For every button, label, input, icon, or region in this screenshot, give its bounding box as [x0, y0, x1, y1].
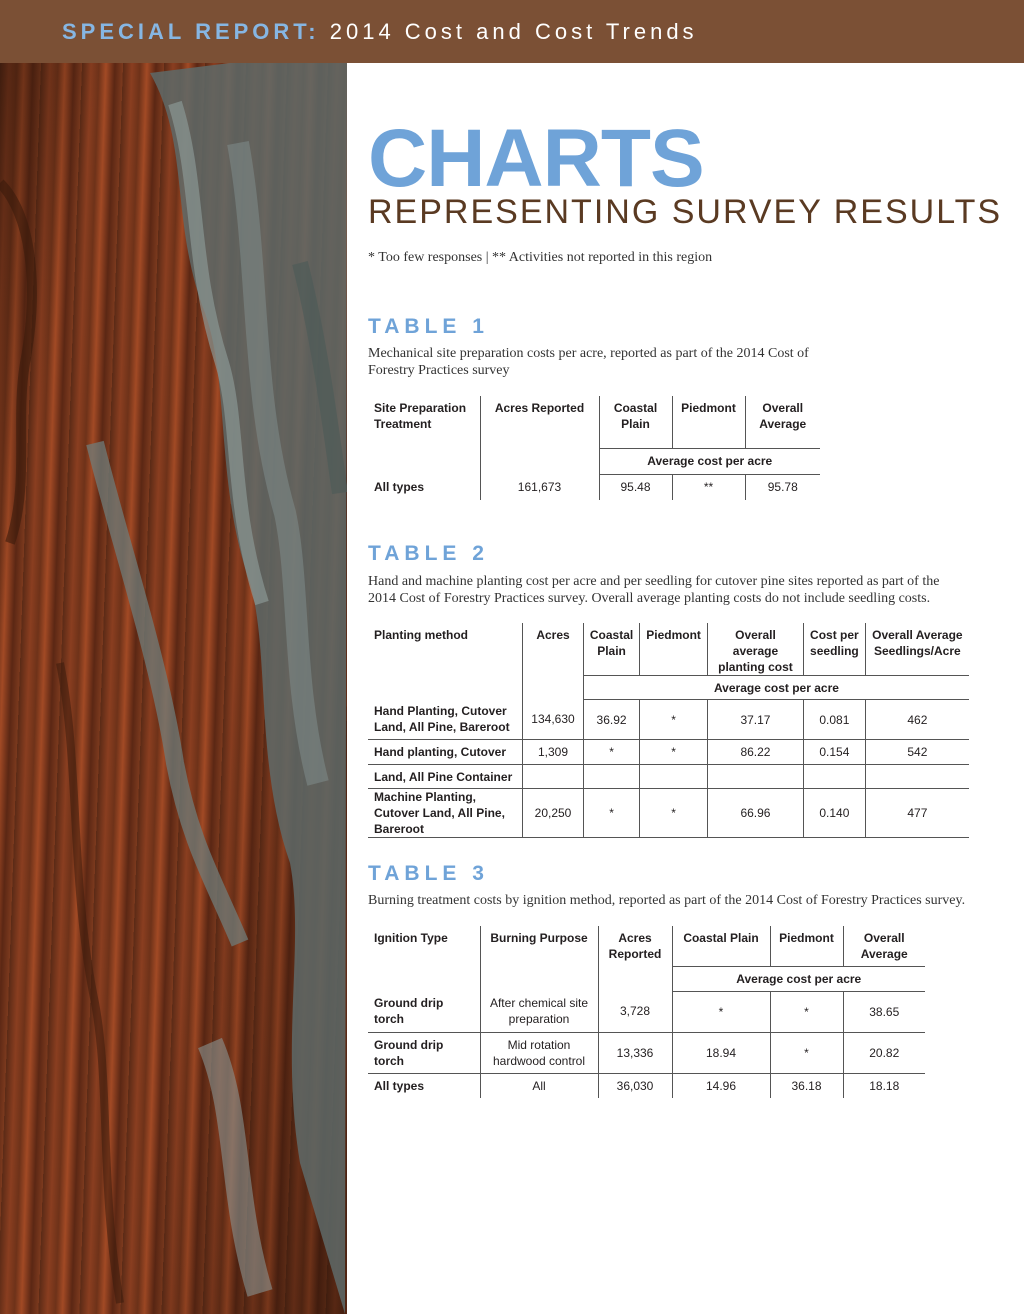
table1-row-label: All types	[374, 480, 425, 494]
table3-cell-purpose: Mid rotation hardwood control	[480, 1032, 598, 1073]
table1-header-piedmont: Piedmont	[672, 396, 745, 448]
table3-header-purpose: Burning Purpose	[480, 926, 598, 991]
table2-caption: Hand and machine planting cost per acre and per seedling for cutover pine sites reported as part of the 2014 Cost of Forestry Practices survey. Overall average planting costs do not include seedling costs.	[368, 574, 940, 606]
table2-cell-per-acre: 477	[865, 789, 969, 838]
table3-cell-overall: 20.82	[843, 1032, 925, 1073]
table2-cell-overall: 37.17	[707, 700, 803, 740]
table1-caption: Mechanical site preparation costs per acre, reported as part of the 2014 Cost of Forestry Practices survey	[368, 346, 809, 378]
table2-header-seedling: Cost per seedling	[804, 623, 866, 676]
report-header-bar	[0, 0, 1024, 63]
table3-header-overall: Overall Average	[843, 926, 925, 966]
table3-cell-coastal: 18.94	[672, 1032, 770, 1073]
table2-cell-piedmont: *	[640, 700, 708, 740]
table3-cell-piedmont: 36.18	[770, 1073, 843, 1098]
table2-cell-acres: 1,309	[523, 740, 584, 765]
table2-cell-per-acre: 542	[865, 740, 969, 765]
table3-header-ignition: Ignition Type	[374, 931, 448, 945]
table3-cell-acres: 36,030	[598, 1073, 672, 1098]
table1-cell-overall: 95.78	[745, 474, 820, 500]
table3-cell-piedmont: *	[770, 1032, 843, 1073]
table3-header-coastal: Coastal Plain	[672, 926, 770, 966]
table2-header-overall: Overall average planting cost	[707, 623, 803, 676]
table2-header-per-acre: Overall Average Seedlings/Acre	[865, 623, 969, 676]
table3-cell-purpose: After chemical site preparation	[480, 991, 598, 1032]
table2-cell-per-acre	[865, 765, 969, 789]
table2-cell-coastal: *	[583, 789, 639, 838]
table1-header-overall: Overall Average	[745, 396, 820, 448]
page-subtitle: REPRESENTING SURVEY RESULTS	[368, 193, 1003, 231]
table2-heading: TABLE 2	[368, 542, 489, 565]
table2-cell-per-acre: 462	[865, 700, 969, 740]
table2-cell-acres: 20,250	[523, 789, 584, 838]
table2-cell-acres	[523, 765, 584, 789]
table-row	[368, 1032, 925, 1073]
table-row	[368, 740, 969, 765]
table1-cell-piedmont: **	[672, 474, 745, 500]
table1-cell-acres: 161,673	[480, 474, 599, 500]
table2-cell-piedmont: *	[640, 789, 708, 838]
table2-cell-seedling: 0.081	[804, 700, 866, 740]
table-row	[368, 700, 969, 740]
table3-caption: Burning treatment costs by ignition method, reported as part of the 2014 Cost of Forestry Practices survey.	[368, 893, 966, 908]
report-label: SPECIAL REPORT:	[62, 19, 320, 44]
table3-header-piedmont: Piedmont	[770, 926, 843, 966]
table2-cell-overall: 86.22	[707, 740, 803, 765]
report-title: 2014 Cost and Cost Trends	[319, 19, 698, 44]
table3-cell-acres: 13,336	[598, 1032, 672, 1073]
table3-row-label: All types	[374, 1078, 425, 1093]
table3	[368, 926, 925, 1098]
table-row	[368, 1073, 925, 1098]
table3-header-acres: Acres Reported	[598, 926, 672, 991]
table2-cell-seedling: 0.154	[804, 740, 866, 765]
table1-subheader: Average cost per acre	[599, 448, 820, 474]
table2-cell-coastal: *	[583, 740, 639, 765]
table2-cell-acres: 134,630	[523, 700, 584, 740]
table-row	[368, 789, 969, 838]
table2-cell-piedmont: *	[640, 740, 708, 765]
table2	[368, 623, 969, 838]
table-row	[368, 474, 820, 500]
table3-row-label: Ground drip torch	[368, 991, 480, 1032]
table1-header-acres: Acres Reported	[480, 396, 599, 474]
table3-cell-acres: 3,728	[598, 991, 672, 1032]
legend-note: * Too few responses | ** Activities not reported in this region	[368, 250, 713, 265]
table1	[368, 396, 820, 500]
table2-cell-coastal	[583, 765, 639, 789]
table2-row-label: Hand Planting, Cutover Land, All Pine, Bareroot	[368, 700, 523, 740]
table2-cell-coastal: 36.92	[583, 700, 639, 740]
tree-bark-photo	[0, 63, 347, 1314]
table2-header-coastal: Coastal Plain	[583, 623, 639, 676]
table3-heading: TABLE 3	[368, 862, 489, 885]
page-title: CHARTS	[368, 113, 704, 204]
table2-row-label: Machine Planting, Cutover Land, All Pine, Bareroot	[368, 789, 523, 838]
table3-cell-coastal: 14.96	[672, 1073, 770, 1098]
table3-cell-overall: 18.18	[843, 1073, 925, 1098]
table3-cell-coastal: *	[672, 991, 770, 1032]
table-row	[368, 765, 969, 789]
table2-row-label: Land, All Pine Container	[368, 765, 523, 789]
table-row	[368, 991, 925, 1032]
table2-cell-seedling: 0.140	[804, 789, 866, 838]
table3-cell-piedmont: *	[770, 991, 843, 1032]
table2-row-label: Hand planting, Cutover	[368, 740, 523, 765]
table1-header-treatment: Site Preparation Treatment	[374, 401, 467, 431]
table2-header-piedmont: Piedmont	[640, 623, 708, 676]
table2-header-method: Planting method	[374, 628, 468, 642]
table1-header-coastal: Coastal Plain	[599, 396, 672, 448]
table3-row-label: Ground drip torch	[368, 1032, 480, 1073]
table1-cell-coastal: 95.48	[599, 474, 672, 500]
table1-heading: TABLE 1	[368, 315, 489, 338]
table2-cell-piedmont	[640, 765, 708, 789]
table2-header-acres: Acres	[523, 623, 584, 700]
table2-cell-seedling	[804, 765, 866, 789]
table2-cell-overall: 66.96	[707, 789, 803, 838]
table3-cell-overall: 38.65	[843, 991, 925, 1032]
table3-subheader: Average cost per acre	[672, 966, 925, 991]
table2-subheader: Average cost per acre	[583, 676, 969, 700]
table2-cell-overall	[707, 765, 803, 789]
table3-cell-purpose: All	[480, 1073, 598, 1098]
